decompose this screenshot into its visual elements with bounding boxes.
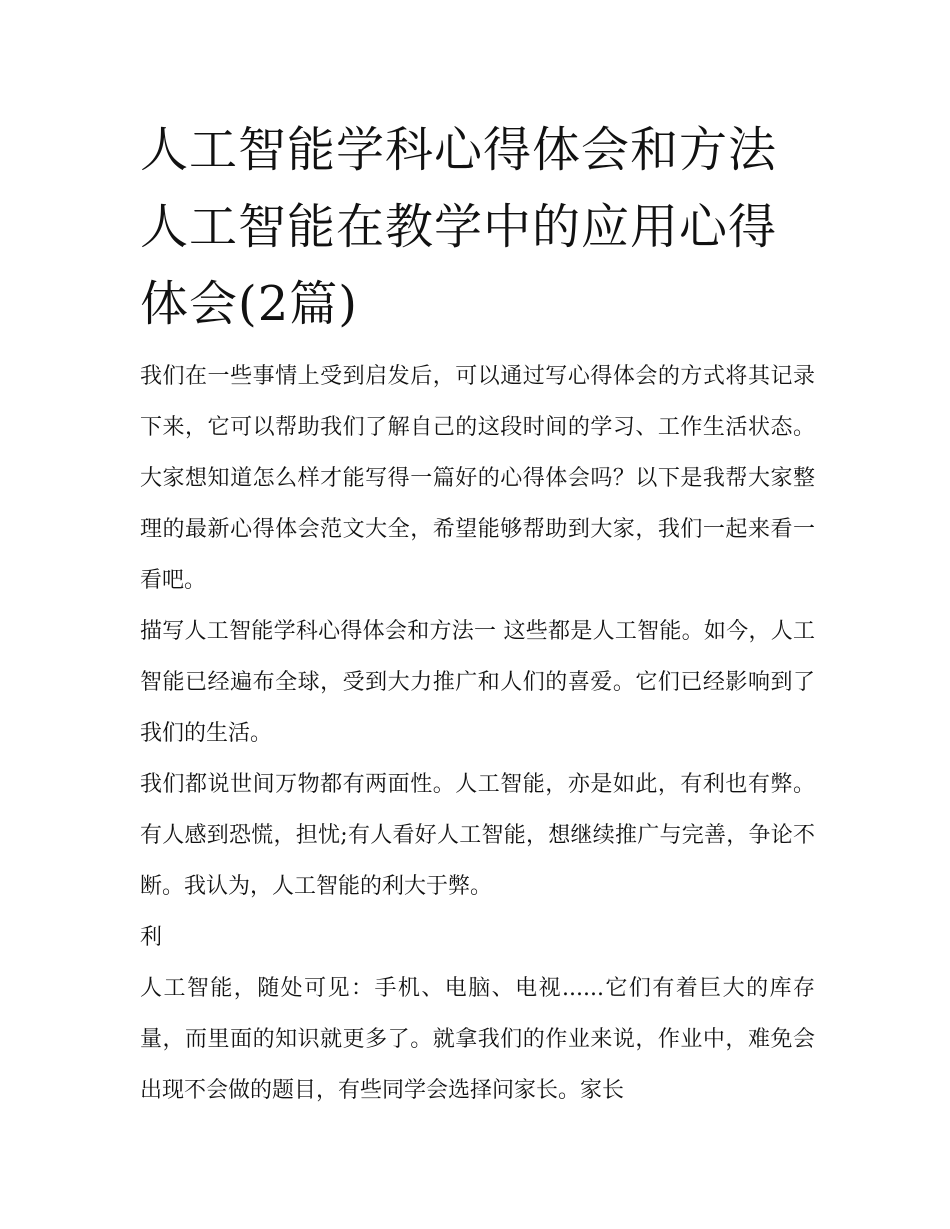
paragraph-1: 描写人工智能学科心得体会和方法一 这些都是人工智能。如今，人工智能已经遍布全球，受到大力推广和人们的喜爱。它们已经影响到了我们的生活。 <box>140 619 815 746</box>
document-title: 人工智能学科心得体会和方法 人工智能在教学中的应用心得体会(2篇) <box>140 122 778 332</box>
paragraph-3: 人工智能，随处可见：手机、电脑、电视......它们有着巨大的库存量，而里面的知识就更多了。就拿我们的作业来说，作业中，难免会出现不会做的题目，有些同学会选择问家长。家长 <box>140 976 815 1103</box>
paragraph-2: 我们都说世间万物都有两面性。人工智能，亦是如此，有利也有弊。有人感到恐慌，担忧;有人看好人工智能，想继续推广与完善，争论不断。我认为，人工智能的利大于弊。 <box>140 772 815 899</box>
document-page <box>140 112 815 1116</box>
paragraph-intro: 我们在一些事情上受到启发后，可以通过写心得体会的方式将其记录下来，它可以帮助我们了解自己的这段时间的学习、工作生活状态。大家想知道怎么样才能写得一篇好的心得体会吗？以下是我帮大家整理的最新心得体会范文大全，希望能够帮助到大家，我们一起来看一看吧。 <box>140 364 815 593</box>
paragraph-heading-li: 利 <box>140 925 163 950</box>
document-body <box>140 351 815 1116</box>
